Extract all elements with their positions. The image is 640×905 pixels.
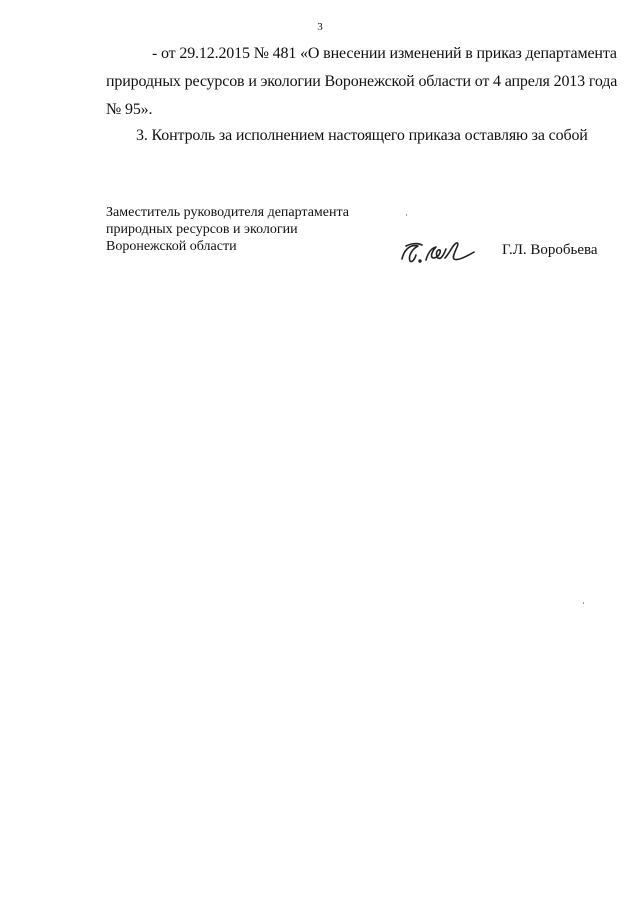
scan-speck	[583, 602, 584, 604]
position-line-1: Заместитель руководителя департамента	[106, 205, 349, 220]
body-line-1: - от 29.12.2015 № 481 «О внесении изменений в приказ департамента	[152, 45, 617, 62]
position-line-2: природных ресурсов и экологии	[106, 222, 298, 237]
body-line-2: природных ресурсов и экологии Воронежской области от 4 апреля 2013 года	[106, 73, 618, 90]
signer-name: Г.Л. Воробьева	[502, 242, 598, 258]
page-number: 3	[317, 21, 323, 33]
scan-speck	[406, 214, 407, 216]
body-line-3: № 95».	[106, 101, 153, 118]
signatory-position	[106, 204, 349, 255]
handwritten-signature-icon	[398, 234, 478, 268]
position-line-3: Воронежской области	[106, 239, 237, 254]
body-line-4: 3. Контроль за исполнением настоящего приказа оставляю за собой	[136, 127, 588, 144]
